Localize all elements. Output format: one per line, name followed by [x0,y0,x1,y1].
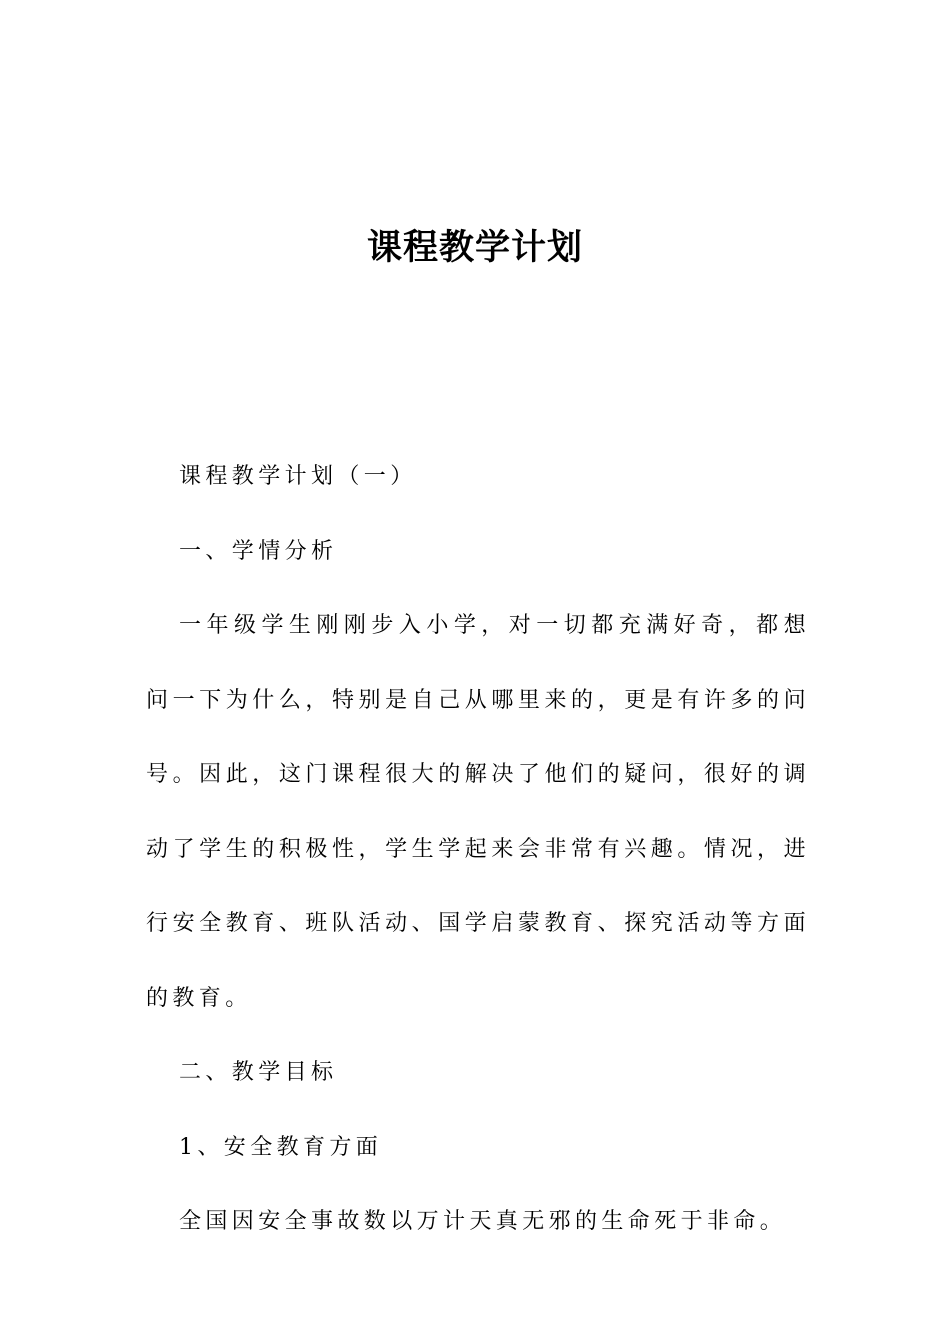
analysis-paragraph: 一年级学生刚刚步入小学，对一切都充满好奇，都想问一下为什么，特别是自己从哪里来的，更是有许多的问号。因此，这门课程很大的解决了他们的疑问，很好的调动了学生的积极性，学生学起来会非常有兴趣。情况，进行安全教育、班队活动、国学启蒙教育、探究活动等方面的教育。 [146,613,810,1011]
subtitle-paragraph: 课程教学计划（一） [179,464,417,489]
safety-paragraph: 全国因安全事故数以万计天真无邪的生命死于非命。 [179,1209,787,1234]
section-heading-goals: 二、教学目标 [179,1060,338,1085]
document-body [146,440,810,1260]
section-heading-analysis: 一、学情分析 [179,538,338,564]
subsection-heading-safety: 1、安全教育方面 [179,1134,383,1160]
document-title: 课程教学计划 [366,228,583,268]
